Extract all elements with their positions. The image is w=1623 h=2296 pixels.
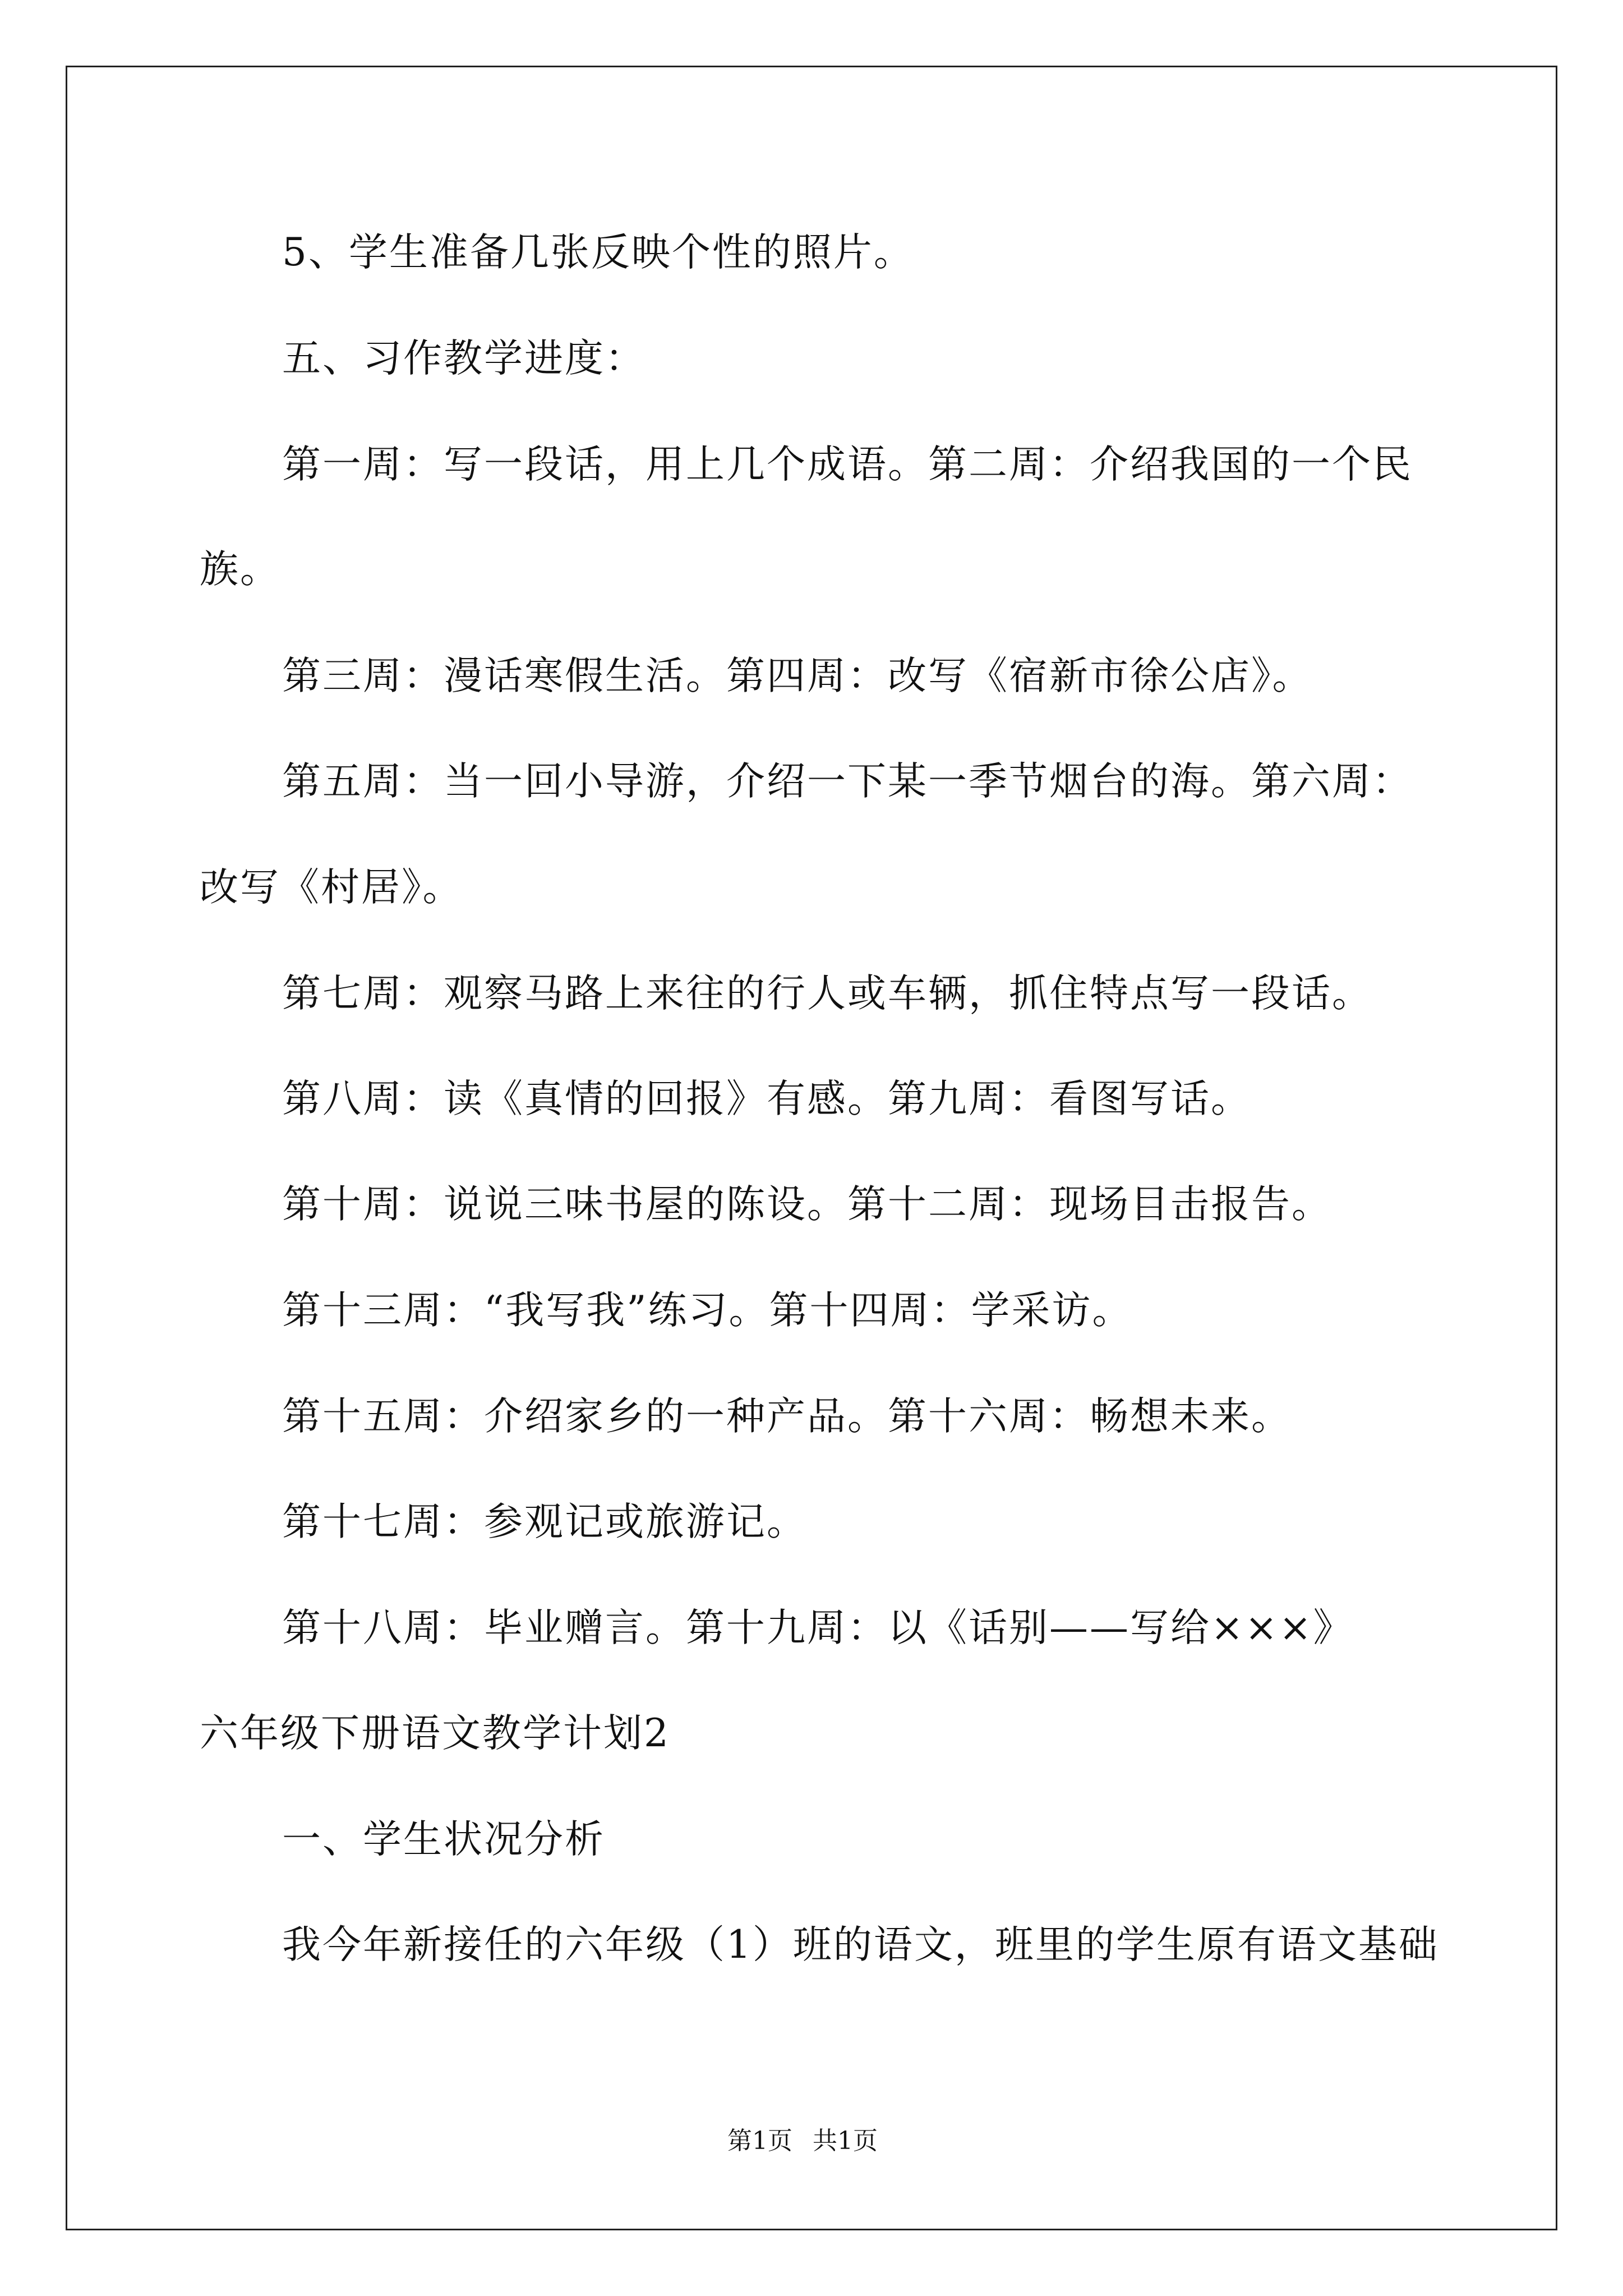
page-footer [727,2124,878,2158]
section-heading: 一、学生状况分析 [282,1817,605,1862]
page-border [66,66,1557,2230]
text-line: 第三周：漫话寒假生活。第四周：改写《宿新市徐公店》。 [282,654,1313,698]
text-line: 第十三周：“我写我”练习。第十四周：学采访。 [282,1288,1133,1333]
text-line: 第十八周：毕业赠言。第十九周：以《话别——写给×××》 [282,1605,1354,1650]
text-line: 第一周：写一段话，用上几个成语。第二周：介绍我国的一个民 [282,442,1413,487]
page-number: 第1页 [727,2127,792,2155]
text-line: 改写《村居》。 [200,865,463,910]
text-line: 第十七周：参观记或旅游记。 [282,1499,807,1544]
text-line: 5、学生准备几张反映个性的照片。 [282,230,914,275]
text-line: 第十五周：介绍家乡的一种产品。第十六周：畅想未来。 [282,1394,1292,1439]
document-title: 六年级下册语文教学计划2 [200,1711,670,1756]
text-line: 第十周：说说三味书屋的陈设。第十二周：现场目击报告。 [282,1182,1332,1227]
text-line: 第五周：当一回小导游，介绍一下某一季节烟台的海。第六周： [282,759,1413,804]
text-line: 第八周：读《真情的回报》有感。第九周：看图写话。 [282,1076,1251,1121]
text-line: 我今年新接任的六年级（1）班的语文，班里的学生原有语文基础 [282,1922,1439,1967]
text-line: 族。 [200,547,280,592]
text-line: 第七周：观察马路上来往的行人或车辆，抓住特点写一段话。 [282,971,1372,1016]
section-heading: 五、习作教学进度： [282,336,645,381]
page-total: 共1页 [813,2127,878,2155]
